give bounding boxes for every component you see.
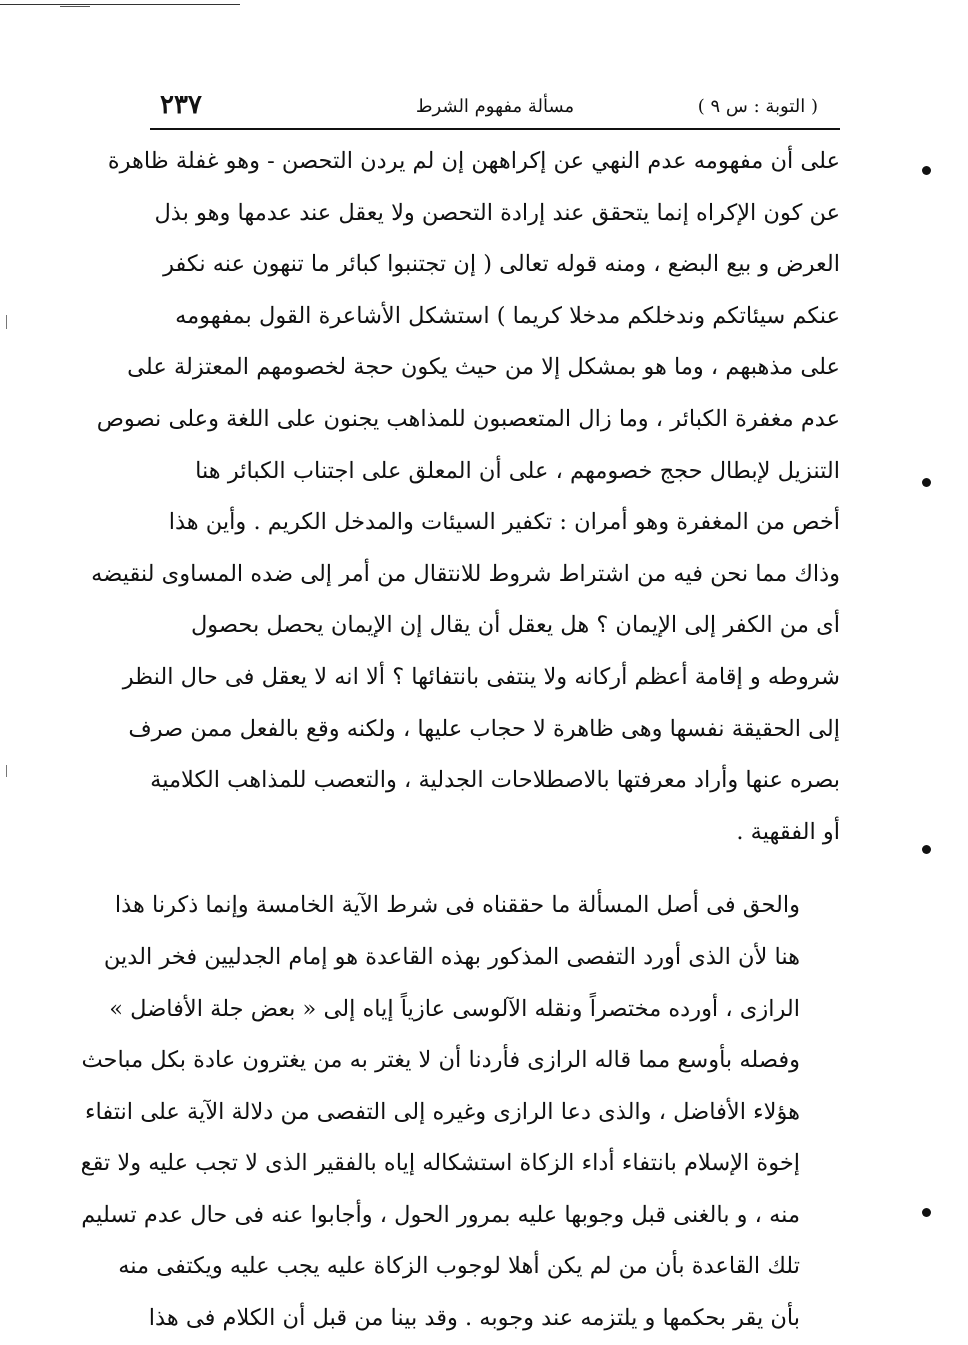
page-header [150, 88, 840, 130]
binding-hole-mark [922, 1208, 931, 1217]
text-line: والحق فى أصل المسألة ما حققناه فى شرط الآية الخامسة وإنما ذكرنا هذا [114, 892, 800, 919]
paragraph-1 [91, 130, 840, 858]
text-line: التنزيل لإبطال حجج خصومهم ، على أن المعلق على اجتناب الكبائر هنا [195, 457, 840, 484]
binding-hole-mark [922, 166, 931, 175]
text-line: العرض و بيع البضع ، ومنه قوله تعالى ( إن تجتنبوا كبائر ما تنهون عنه نكفر [163, 251, 840, 278]
text-line: شروطه و إقامة أعظم أركانه ولا ينتفى بانتفائها ؟ ألا انه لا يعقل فى حال النظر [122, 663, 840, 690]
page-number: ٢٣٧ [160, 90, 202, 120]
top-edge-rule [0, 4, 240, 5]
text-line: منه ، و بالغنى قبل وجوبها عليه بمرور الحول ، وأجابوا عنه فى حال عدم تسليم [81, 1201, 800, 1228]
text-line: على مذهبهم ، وما هو بمشكل إلا من حيث يكون حجة لخصومهم المعتزلة على [127, 354, 840, 381]
text-line: عدم مغفرة الكبائر ، وما زال المتعصبون للمذاهب يجنون على اللغة وعلى نصوص [96, 405, 840, 432]
text-line: هؤلاء الأفاضل ، والذى دعا الرازى وغيره إلى التفصى من دلالة الآية على انتفاء [84, 1098, 800, 1125]
text-line: هنا لأن الذى أورد التفصى المذكور بهذه القاعدة هو إمام الجدليين فخر الدين [103, 943, 800, 970]
text-line: إخوة الإسلام بانتفاء أداء الزكاة استشكاله إياه بالفقير الذى لا تجب عليه ولا تقع [80, 1150, 800, 1177]
text-line: بأن يقر بحكمها و يلتزمه عند وجوبه . وقد بينا من قبل أن الكلام فى هذا [148, 1305, 800, 1332]
binding-hole-mark [922, 845, 931, 854]
surah-reference: ( التوبة : س ٩ ) [697, 96, 818, 117]
text-line: الرازى ، أورده مختصراً ونقله الآلوسى عازياً إياه إلى « بعض جلة الأفاضل » [109, 995, 800, 1022]
text-line: بصره عنها وأراد معرفتها بالاصطلاحات الجدلية ، والتعصب للمذاهب الكلامية [150, 767, 840, 794]
paragraph-2 [80, 880, 840, 1344]
binding-hole-mark [922, 478, 931, 487]
text-line: أخص من المغفرة وهو أمران : تكفير السيئات والمدخل الكريم . وأين هذا [168, 509, 840, 536]
text-line: أو الفقهية . [736, 818, 840, 845]
top-edge-tick [60, 6, 90, 7]
text-line: وفصله بأوسع مما قاله الرازى فأردنا أن لا يغتر به من يغترون عادة بكل مباحث [81, 1047, 800, 1074]
margin-scan-mark [6, 765, 7, 777]
text-line: عن كون الإكراه إنما يتحقق عند إرادة التحصن ولا يعقل عند عدمها وهو بذل [154, 199, 840, 226]
text-line: تلك القاعدة بأن من لم يكن أهلا لوجوب الزكاة عليه يجب عليه ويكتفى منه [118, 1253, 800, 1280]
running-title: مسألة مفهوم الشرط [415, 96, 575, 117]
document-page [80, 88, 840, 1345]
text-line: على أن مفهومه عدم النهي عن إكراههن إن لم يردن التحصن - وهو غفلة ظاهرة [107, 148, 840, 174]
text-line: إلى الحقيقة نفسها وهى ظاهرة لا حجاب عليها ، ولكنه وقع بالفعل ممن صرف [128, 715, 840, 742]
text-line: أى من الكفر إلى الإيمان ؟ هل يعقل أن يقال إن الإيمان يحصل بحصول [190, 612, 840, 639]
text-line: وذاك مما نحن فيه من اشتراط شروط للانتقال من أمر إلى ضده المساوى لنقيضه [91, 560, 840, 587]
margin-scan-mark [6, 315, 7, 329]
text-line: عنكم سيئاتكم وندخلكم مدخلا كريما ) استشكل الأشاعرة القول بمفهومه [175, 302, 840, 329]
